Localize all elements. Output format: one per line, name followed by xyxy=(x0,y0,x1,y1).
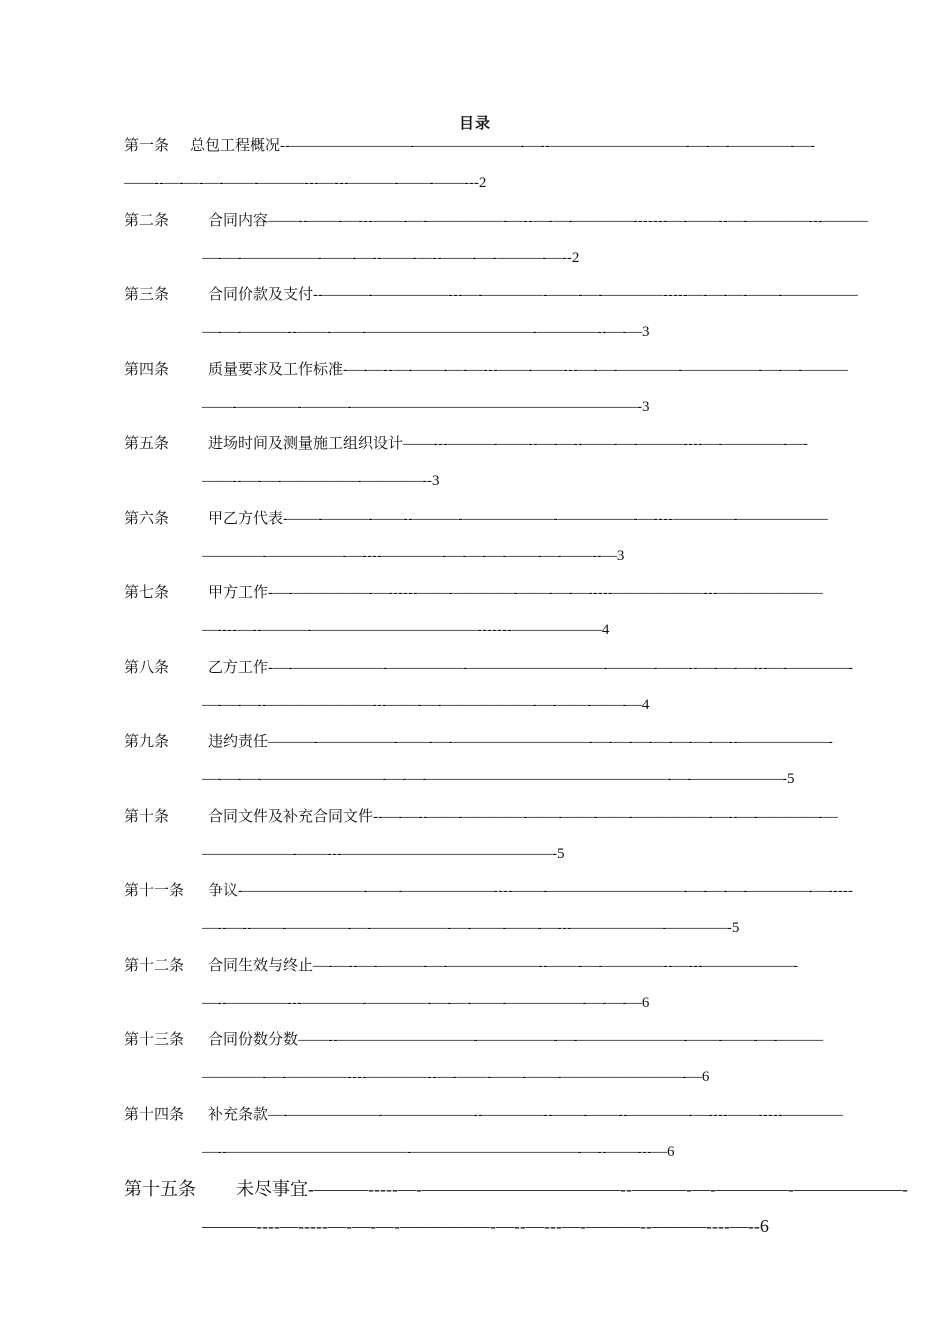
toc-entry-leader: —--—--——-————-—-—————-—-——-——-—---——————-————-5 xyxy=(202,920,740,936)
toc-entry-number: 第九条 xyxy=(124,734,170,750)
toc-entry-leader: —----—--———-———————————-------——————4 xyxy=(202,622,610,638)
toc-entry-title: 进场时间及测量施工组织设计——---———-——--—-—--——-—-———----—-————-—- xyxy=(208,436,808,452)
toc-entry-number: 第十四条 xyxy=(124,1106,185,1123)
toc-entry-number: 第一条 xyxy=(124,138,170,154)
toc-entry-title: 争议-————————-——-——————----——-—————————-—-—-—-————-—----- xyxy=(208,883,853,899)
toc-entry-leader: ——--—-—-—-——-———---—---———-——-——---2 xyxy=(124,175,487,191)
toc-entry-leader: —-—-———--——-——-———————————-————--—-—3 xyxy=(202,324,650,340)
table-of-contents xyxy=(124,128,908,1246)
toc-entry-leader: —--————---————-————-—-—-——-—————-—-—-—6 xyxy=(202,994,650,1011)
toc-entry xyxy=(124,203,868,278)
toc-entry xyxy=(124,277,858,352)
toc-entry-number: 第十三条 xyxy=(124,1032,185,1048)
toc-entry-title: 合同文件及补充合同文件--—-—--——-————-——-——-——-—————-—--—-————-— xyxy=(208,808,838,825)
toc-entry-leader: ——-————-———-———————————————————-3 xyxy=(202,398,650,415)
toc-entry xyxy=(124,724,840,799)
toc-entry xyxy=(124,948,840,1023)
toc-entry xyxy=(124,501,840,576)
toc-entry-leader: ————-—-————----————--—-——-——-——-————————-—6 xyxy=(202,1069,710,1085)
toc-entry-number: 第十二条 xyxy=(124,957,185,974)
toc-entry-leader: —-—-—-————————-—-—-————————————————-—-——————-5 xyxy=(202,771,795,787)
toc-entry-title: 补充条款—-——————-——————--————--——-——--————-—----——-----———— xyxy=(208,1106,843,1123)
toc-entry-title: 总包工程概况--————————-———————-—--—————————-—-—-————-—- xyxy=(190,138,815,154)
toc-entry-leader: ——————-——---——————————————-5 xyxy=(202,845,565,862)
toc-entry-leader: —-—-—————-——-—--——-—--——-—-———-—--2 xyxy=(202,249,580,266)
toc-entry-number: 第十一条 xyxy=(124,883,185,899)
toc-entry-leader: ———----—-----—-—-—-—————-—--—---—-———--———----—--6 xyxy=(202,1216,769,1236)
toc-entry xyxy=(124,1022,840,1097)
toc-entry-leader: —--————————————-———————————-—--——---—6 xyxy=(202,1143,675,1160)
toc-entry-title: 合同内容——--——-—---——-—-—————-—--—-—-————-------—-——--—-————---——— xyxy=(208,212,868,229)
toc-entry-title: 合同份数分数——--—————————-—————-—-———————-——-——-—-——— xyxy=(208,1032,823,1048)
toc-entry-leader: ————-—————-—----————-—-—-—-——-—-——--—3 xyxy=(202,547,625,564)
toc-entry-number: 第四条 xyxy=(124,361,170,378)
toc-entry-title: 甲方工作-—-—————-—------——-————-——-—-—-----——————---——————— xyxy=(208,585,823,601)
toc-entry xyxy=(124,575,840,650)
toc-entry-title: 违约责任———-—————-——-—-—————————-—-—-—-—-—-—-—--——————- xyxy=(208,734,833,750)
toc-entry-number: 第八条 xyxy=(124,659,170,676)
toc-entry-number: 第五条 xyxy=(124,436,170,452)
toc-entry-title: 合同价款及支付--———-—————---—-————-——-—-————-----—-—-—-——-————— xyxy=(208,287,858,303)
toc-entry xyxy=(124,426,840,501)
toc-entry xyxy=(124,873,853,948)
toc-entry-title: 合同生效与终止—-—--—-———-—-——————--——-—-————--—---——————- xyxy=(208,957,798,974)
toc-entry-number: 第三条 xyxy=(124,287,170,303)
toc-entry-number: 第十五条 xyxy=(124,1179,196,1199)
toc-entry-number: 第七条 xyxy=(124,585,170,601)
toc-title: 目录 xyxy=(458,116,491,132)
toc-entry-leader: ——--—-—-—————-————--3 xyxy=(202,473,440,489)
toc-entry xyxy=(124,650,853,725)
toc-entry-number: 第二条 xyxy=(124,212,170,229)
toc-entry xyxy=(124,799,840,874)
toc-entry xyxy=(124,128,840,203)
toc-entry xyxy=(124,1097,843,1172)
toc-entry-number: 第六条 xyxy=(124,510,170,527)
toc-entry-number: 第十条 xyxy=(124,808,170,825)
toc-entry-leader: —-—-—--———————---——-—-——————-—-——-——-—4 xyxy=(202,696,650,713)
toc-entry xyxy=(124,352,848,427)
toc-entry-title: 乙方工作-—-——————-—————-—————————-———-——--—-—-—---—-————- xyxy=(208,659,853,676)
toc-entry-title: 质量要求及工作标准-—-—--—-——-—-—---——-——---—-—-————-—————-—-—-——— xyxy=(208,361,848,378)
toc-entry-title: 未尽事宜-———-----—-———————————--———-—-————-——————- xyxy=(236,1179,908,1199)
toc-entry xyxy=(124,1171,908,1246)
toc-entry-title: 甲乙方代表-——-———-——--———-——————-—————-—----————-—————— xyxy=(208,510,828,527)
